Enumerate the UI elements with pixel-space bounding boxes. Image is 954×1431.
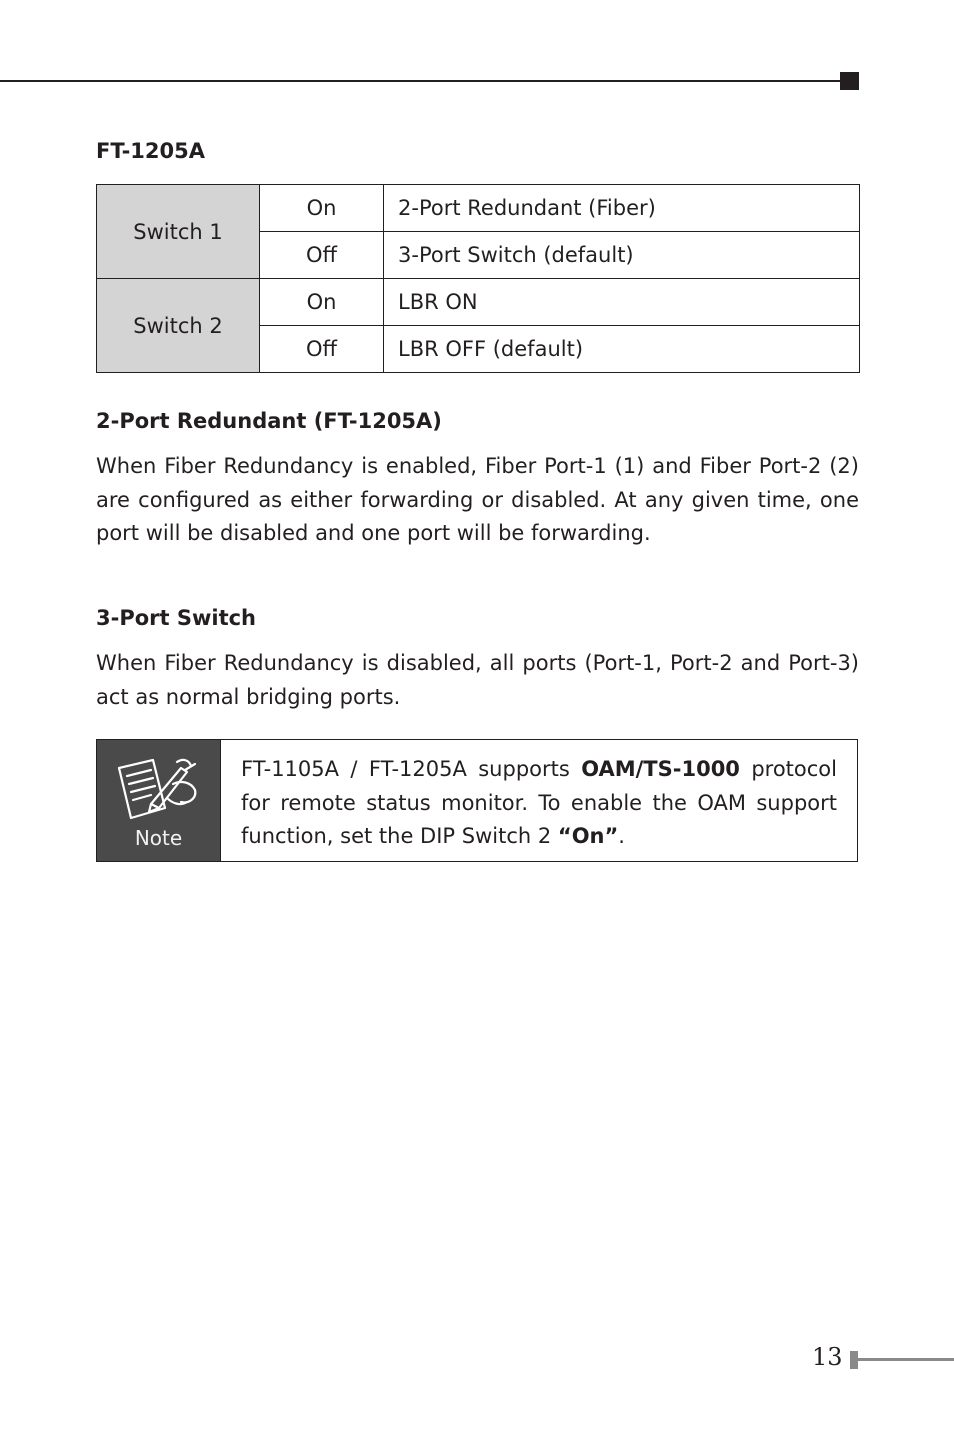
header-square-marker <box>840 72 859 90</box>
page-number: 13 <box>812 1343 843 1371</box>
description-cell: 2-Port Redundant (Fiber) <box>384 185 860 232</box>
section-heading-redundant: 2-Port Redundant (FT-1205A) <box>96 409 442 433</box>
table-row <box>97 279 860 326</box>
note-text <box>221 740 857 861</box>
section-body-redundant: When Fiber Redundancy is enabled, Fiber Port-1 (1) and Fiber Port-2 (2) are configured as either forwarding or disabled. At any given time, one port will be disabled and one port will be forwarding. <box>96 454 859 546</box>
header-rule <box>0 80 845 82</box>
description-cell: LBR OFF (default) <box>384 326 860 373</box>
footer-rule <box>858 1358 954 1361</box>
note-text-part: . <box>618 824 625 848</box>
dip-switch-table <box>96 184 860 373</box>
section-body-switch: When Fiber Redundancy is disabled, all ports (Port-1, Port-2 and Port-3) act as normal bridging ports. <box>96 651 859 709</box>
section-heading-switch: 3-Port Switch <box>96 606 257 630</box>
model-title: FT-1205A <box>96 139 205 163</box>
table-row <box>97 185 860 232</box>
state-cell: Off <box>260 232 384 279</box>
switch-name-cell: Switch 2 <box>97 279 260 373</box>
note-bold-on: “On” <box>557 824 619 848</box>
switch-name-cell: Switch 1 <box>97 185 260 279</box>
note-sidebar <box>97 740 221 861</box>
footer-block <box>850 1351 858 1369</box>
state-cell: On <box>260 279 384 326</box>
note-text-part: protocol for remote status monitor. To enable the OAM support function, set the DIP Switch 2 <box>241 757 837 848</box>
state-cell: On <box>260 185 384 232</box>
description-cell: LBR ON <box>384 279 860 326</box>
note-box <box>96 739 858 862</box>
state-cell: Off <box>260 326 384 373</box>
note-label: Note <box>134 826 183 850</box>
note-bold-protocol: OAM/TS-1000 <box>581 757 740 781</box>
description-cell: 3-Port Switch (default) <box>384 232 860 279</box>
note-text-part: FT-1105A / FT-1205A supports <box>241 757 582 781</box>
note-writing-hand-icon <box>115 754 201 824</box>
